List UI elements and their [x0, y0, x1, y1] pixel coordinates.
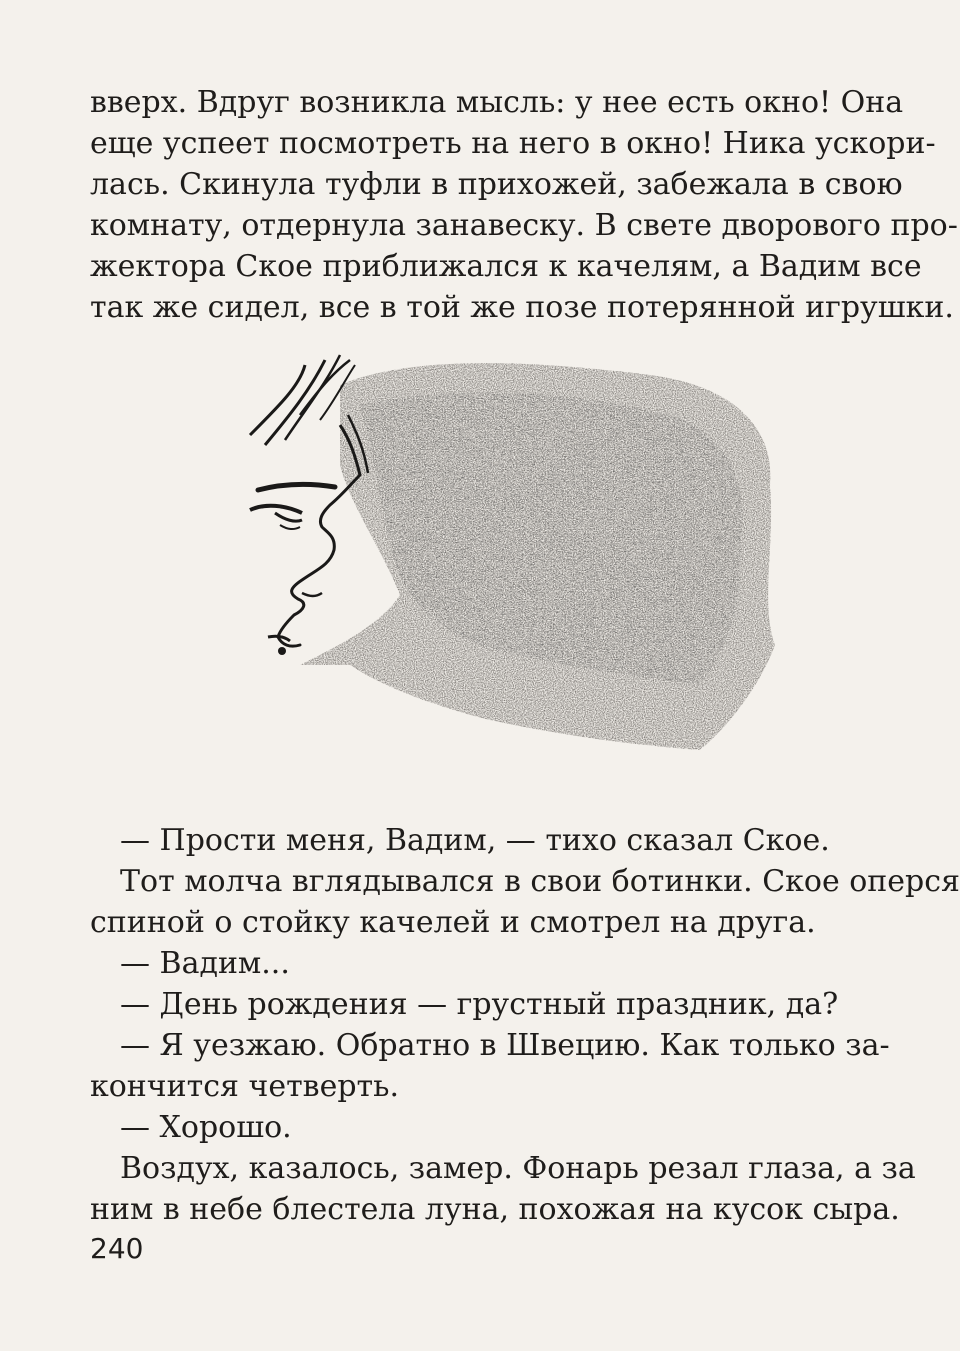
- text-line: — Я уезжаю. Обратно в Швецию. Как только за-: [120, 1028, 890, 1063]
- text-line: — Хорошо.: [120, 1110, 292, 1145]
- text-line: лась. Скинула туфли в прихожей, забежала в свою: [90, 167, 903, 202]
- dialogue-block: [90, 820, 960, 1230]
- text-line: — Прости меня, Вадим, — тихо сказал Ское.: [120, 823, 830, 858]
- text-line: ним в небе блестела луна, похожая на кусок сыра.: [90, 1192, 900, 1227]
- text-line: спиной о стойку качелей и смотрел на друга.: [90, 905, 816, 940]
- text-line: так же сидел, все в той же позе потерянной игрушки.: [90, 290, 954, 325]
- text-line: — Вадим...: [120, 946, 290, 981]
- text-line: вверх. Вдруг возникла мысль: у нее есть окно! Она: [90, 85, 904, 120]
- text-line: Тот молча вглядывался в свои ботинки. Ское оперся: [120, 864, 960, 899]
- text-line: комнату, отдернула занавеску. В свете дворового про-: [90, 208, 958, 243]
- text-line: Воздух, казалось, замер. Фонарь резал глаза, а за: [120, 1151, 916, 1186]
- text-line: еще успеет посмотреть на него в окно! Ника ускори-: [90, 126, 936, 161]
- text-line: кончится четверть.: [90, 1069, 399, 1104]
- text-line: жектора Ское приближался к качелям, а Вадим все: [90, 249, 922, 284]
- page-number: 240: [90, 1232, 144, 1265]
- top-paragraph: [90, 82, 958, 328]
- profile-sketch-illustration: [230, 345, 790, 765]
- text-line: — День рождения — грустный праздник, да?: [120, 987, 839, 1022]
